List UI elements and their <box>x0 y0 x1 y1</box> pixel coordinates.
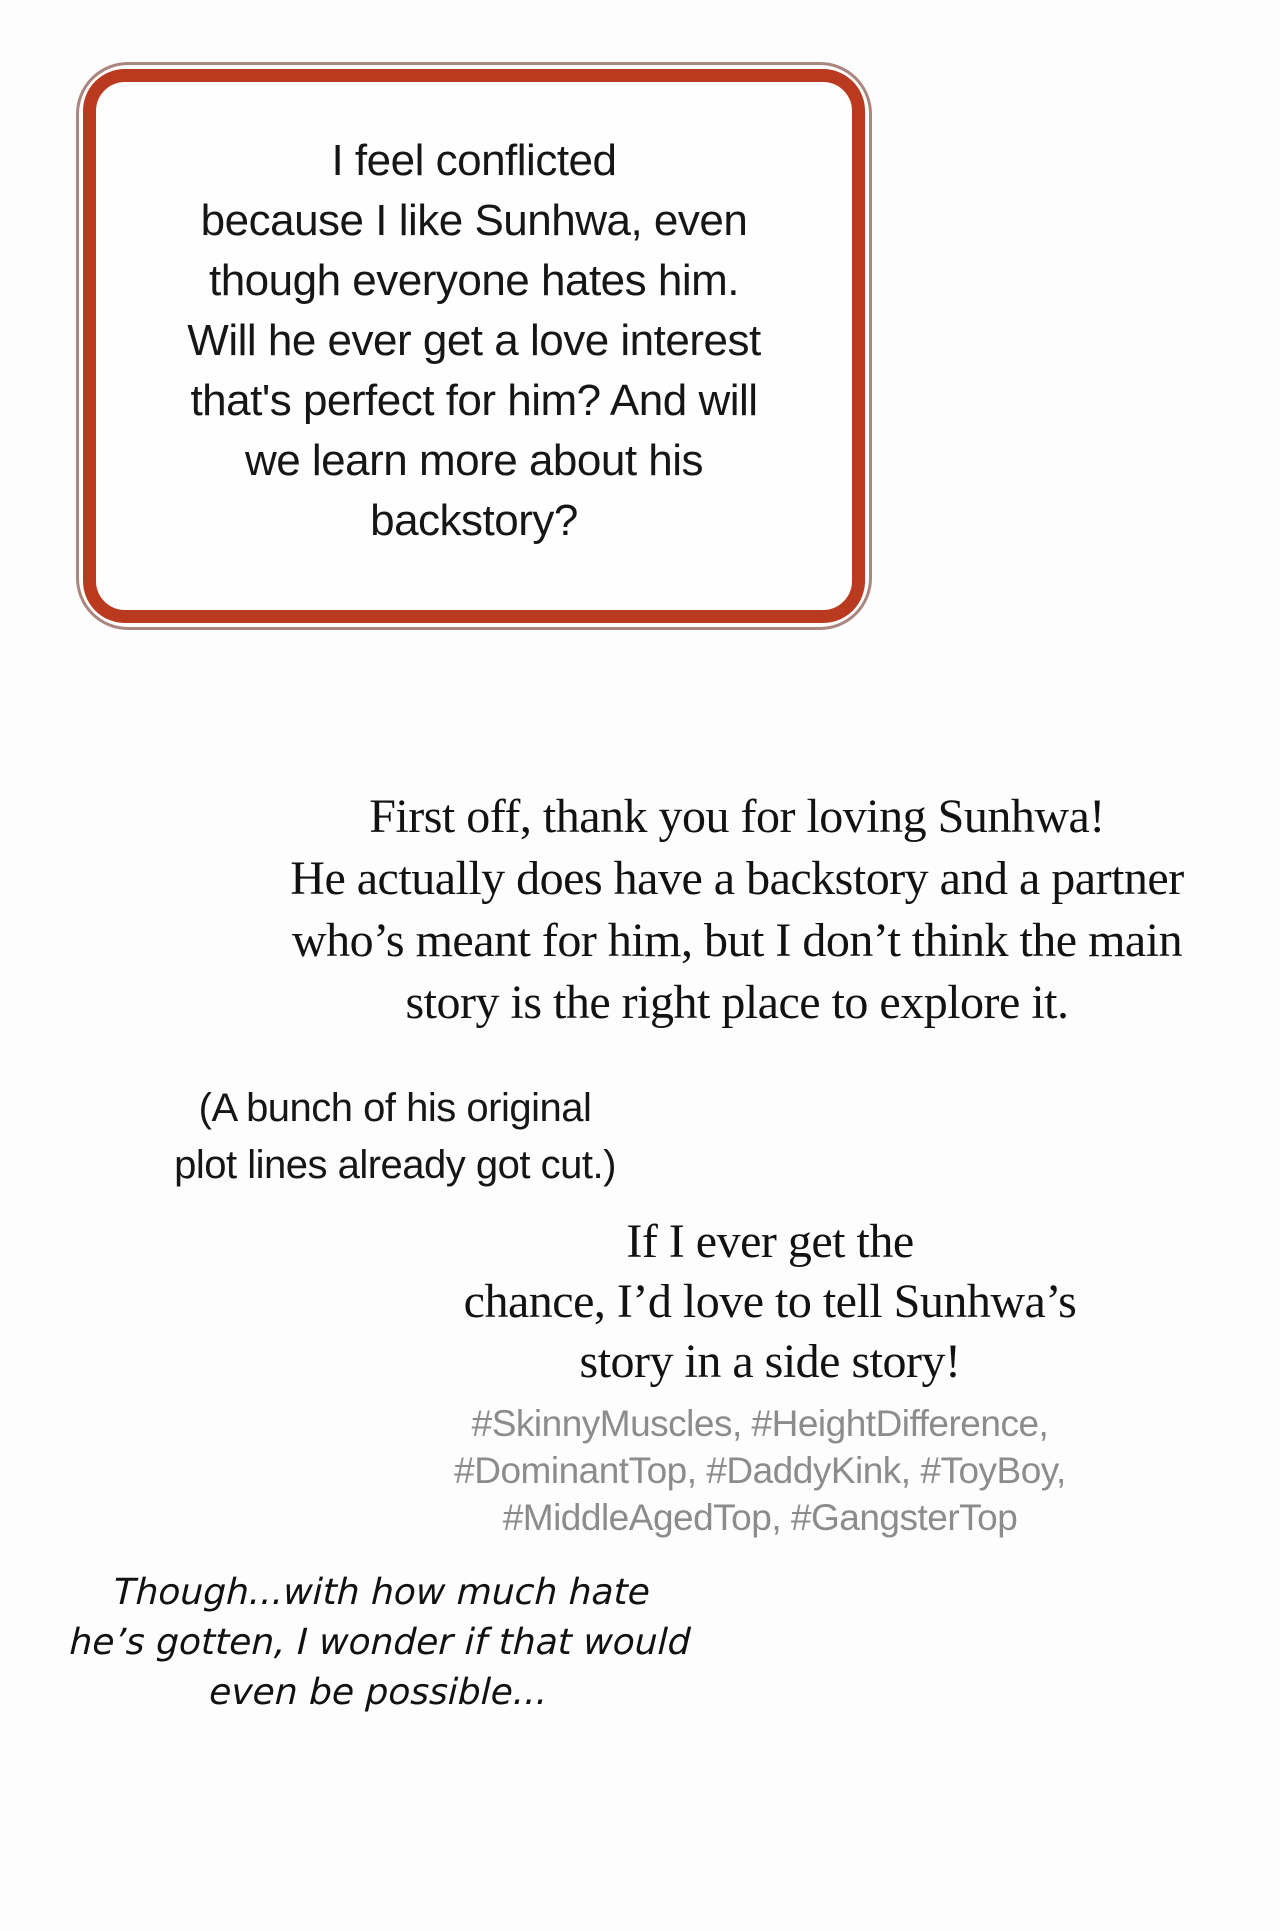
answer-side-story-line: If I ever get the <box>626 1215 914 1268</box>
question-line: that's perfect for him? And will <box>190 376 758 425</box>
answer-side-story-line: chance, I’d love to tell Sunhwa’s <box>463 1275 1077 1328</box>
question-line: because I like Sunhwa, even <box>200 196 748 245</box>
question-text <box>187 131 760 561</box>
aside-note-line: (A bunch of his original <box>198 1086 592 1130</box>
handwritten-line: even be possible... <box>208 1672 549 1713</box>
hashtag-line: #DominantTop, #DaddyKink, #ToyBoy, <box>454 1450 1066 1491</box>
handwritten-note <box>47 1568 712 1718</box>
question-line: Will he ever get a love interest <box>187 316 761 365</box>
answer-intro-line: First off, thank you for loving Sunhwa! <box>369 790 1105 843</box>
aside-note-line: plot lines already got cut.) <box>174 1143 616 1187</box>
answer-intro-line: He actually does have a backstory and a partner <box>290 852 1184 905</box>
answer-side-story-line: story in a side story! <box>579 1335 961 1388</box>
question-line: backstory? <box>370 496 578 545</box>
answer-side-story <box>230 1212 1280 1392</box>
aside-note <box>90 1080 700 1194</box>
question-bubble <box>76 62 872 630</box>
answer-intro-line: who’s meant for him, but I don’t think the main <box>291 914 1183 967</box>
hashtag-list <box>420 1400 1100 1541</box>
hashtag-line: #SkinnyMuscles, #HeightDifference, <box>471 1403 1049 1444</box>
question-line: though everyone hates him. <box>208 256 739 305</box>
answer-intro <box>197 786 1277 1034</box>
question-line: we learn more about his <box>244 436 704 485</box>
answer-intro-line: story is the right place to explore it. <box>405 976 1069 1029</box>
hashtag-line: #MiddleAgedTop, #GangsterTop <box>502 1497 1018 1538</box>
handwritten-line: Though...with how much hate <box>112 1572 651 1613</box>
handwritten-line: he’s gotten, I wonder if that would <box>68 1622 692 1663</box>
question-bubble-border <box>83 69 865 623</box>
question-line: I feel conflicted <box>331 136 617 185</box>
